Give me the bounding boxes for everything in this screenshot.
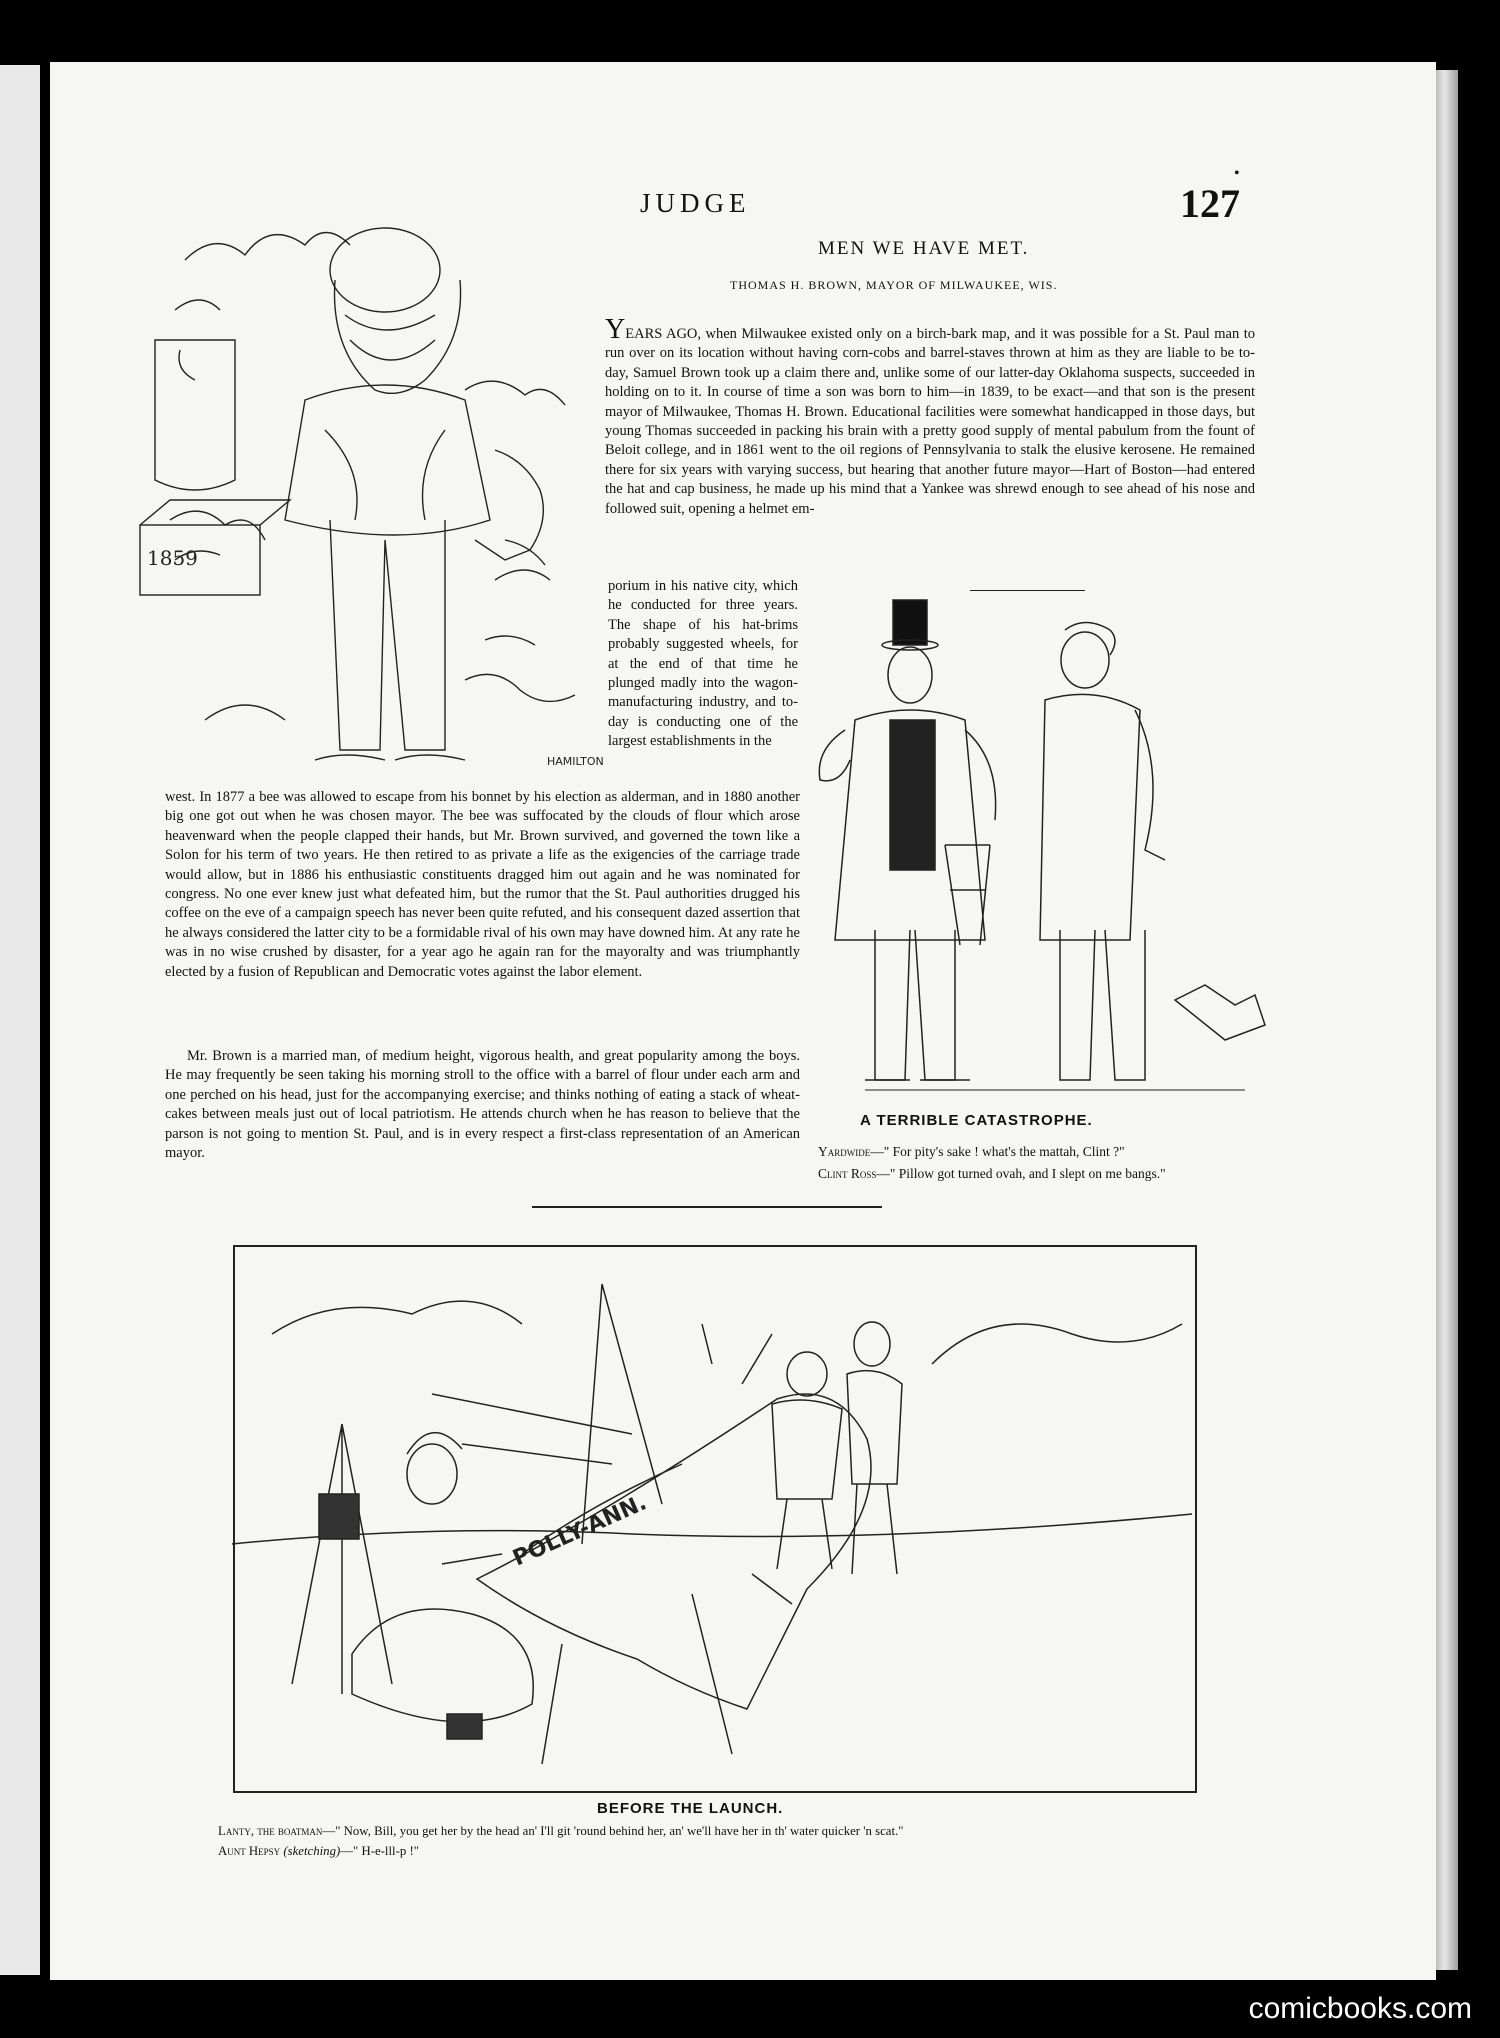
watermark-text: comicbooks.com xyxy=(1248,1992,1472,2025)
page-number: 127 xyxy=(1180,181,1240,226)
facing-page-edge xyxy=(0,65,40,1975)
launch-caption-line-2 xyxy=(218,1844,419,1859)
catastrophe-caption-line-1 xyxy=(818,1144,1125,1160)
catastrophe-illustration xyxy=(805,600,1275,1105)
article-paragraph-1: YEARS AGO, when Milwaukee existed only on a birch-bark map, and it was possible for a St. Paul man to run over on its location without having corn-cobs and barrel-staves thrown at him as they are liable to be to-day, Samuel Brown took up a claim there and, unlike some of our latter-day Oklahoma suspects, succeeded in holding on to it. In course of time a son was born to him—in 1839, to be exact—and that son is the present mayor of Milwaukee, Thomas H. Brown. Educational facilities were somewhat handicapped in those days, but young Thomas succeeded in packing his brain with a pretty good supply of mental pabulum from the fount of Beloit college, and in 1861 went to the oil regions of Pennsylvania to stalk the elusive kerosene. He remained there for six years with varying success, but hearing that another future mayor—Hart of Boston—had entered the hat and cap business, he made up his mind that a Yankee was shrewd enough to see ahead of his nose and followed suit, opening a helmet em- xyxy=(605,314,1255,517)
article-narrow-column: porium in his native city, which he conducted for three years. The shape of his hat-brims probably suggested wheels, for at the end of that time he plunged madly into the wagon-manufacturing industry, and to-day is conducting one of the largest establishments in the xyxy=(608,578,798,750)
catastrophe-speaker-1: Yardwide xyxy=(818,1144,871,1159)
launch-quote-2: —" H-e-lll-p !" xyxy=(340,1844,419,1858)
short-divider xyxy=(970,590,1085,591)
article-title: MEN WE HAVE MET. xyxy=(818,238,1030,259)
masthead: JUDGE xyxy=(640,188,751,218)
catastrophe-quote-2: —" Pillow got turned ovah, and I slept on me bangs." xyxy=(876,1166,1166,1181)
article-continuation: west. In 1877 a bee was allowed to escape from his bonnet by his election as alderman, and in 1880 another big one got out when he was chosen mayor. The bee was suffocated by the clouds of flour which arose heavenward when the people clapped their hands, but Mr. Brown survived, and governed the town like a Solon for his term of two years. He then retired to as private a life as the exigencies of the carriage trade would allow, but in 1886 his enthusiastic constituents dragged him out again and he was nominated for congress. No one ever knew just what defeated him, but the rumor that the St. Paul authorities drugged his coffee on the eve of a campaign speech has never been quite refuted, and his consequent dazed assertion that he always considered the latter city to be a formidable rival of his own may have downed him. At any rate he was in no wise crushed by disaster, for a year ago he again ran for the mayoralty and was triumphantly elected by a fusion of Republican and Democratic votes against the labor element. xyxy=(165,789,800,980)
boat-name: POLLY-ANN. xyxy=(509,1490,651,1572)
portrait-illustration xyxy=(147,220,604,785)
launch-aside: (sketching) xyxy=(283,1844,341,1858)
catastrophe-caption-line-2 xyxy=(818,1166,1166,1182)
catastrophe-speaker-2: Clint Ross xyxy=(818,1166,877,1181)
portrait-box-label: 1859 xyxy=(147,546,198,570)
launch-caption-title: BEFORE THE LAUNCH. xyxy=(597,1800,784,1817)
launch-speaker-2: Aunt Hepsy xyxy=(218,1844,281,1858)
launch-illustration xyxy=(232,1244,1198,1794)
page-edge-shadow xyxy=(1436,70,1458,1970)
article-paragraph-2: Mr. Brown is a married man, of medium height, vigorous health, and great popularity among the boys. He may frequently be seen taking his morning stroll to the office with a barrel of flour under each arm and one perched on his head, just for the accompanying exercise; and thinks nothing of eating a stack of wheat-cakes between meals just out of local patriotism. He attends church when he has reason to believe that the parson is not going to mention St. Paul, and is in every respect a first-class representation of an American mayor. xyxy=(165,1048,800,1162)
launch-speaker-1: Lanty, the boatman xyxy=(218,1824,323,1838)
page-dot: • xyxy=(1234,165,1240,182)
section-divider xyxy=(532,1206,882,1208)
article-subtitle: THOMAS H. BROWN, MAYOR OF MILWAUKEE, WIS. xyxy=(730,278,1058,292)
launch-quote-1: —" Now, Bill, you get her by the head an' I'll git 'round behind her, an' we'll have her in th' water quicker 'n scat." xyxy=(322,1824,904,1838)
portrait-signature: HAMILTON xyxy=(547,755,604,768)
launch-caption-line-1 xyxy=(218,1824,903,1839)
catastrophe-caption-title: A TERRIBLE CATASTROPHE. xyxy=(860,1112,1093,1129)
catastrophe-quote-1: —" For pity's sake ! what's the mattah, Clint ?" xyxy=(870,1144,1125,1159)
